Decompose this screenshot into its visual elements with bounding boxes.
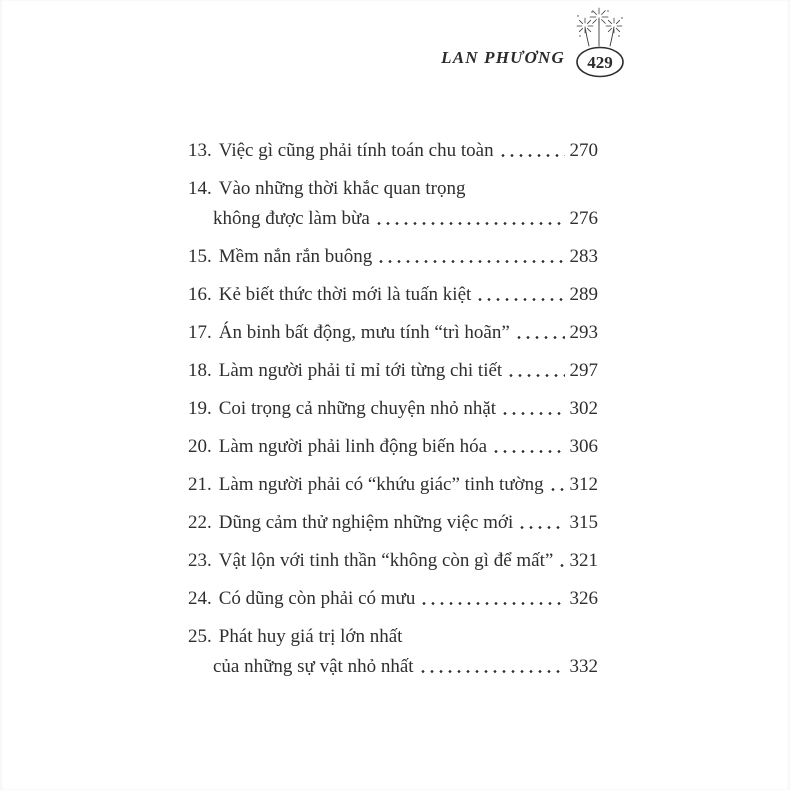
entry-page-number: 297	[569, 360, 598, 381]
entry-number: 16.	[188, 284, 212, 305]
dot-leader	[422, 601, 564, 606]
toc-entry-continuation-line	[188, 208, 598, 230]
entry-page-number: 326	[569, 588, 598, 609]
toc-entry-line	[188, 474, 598, 496]
entry-title: Dũng cảm thử nghiệm những việc mới	[218, 512, 514, 533]
entry-title: Vật lộn với tinh thần “không còn gì để mất”	[218, 550, 554, 571]
entry-title: không được làm bừa	[213, 208, 370, 229]
toc-entry-continuation-line	[188, 656, 598, 678]
dot-leader	[517, 335, 565, 340]
toc-entry-line	[188, 550, 598, 572]
dot-leader	[560, 563, 564, 568]
entry-number: 24.	[188, 588, 212, 609]
entry-number: 21.	[188, 474, 212, 495]
toc-entry-line	[188, 588, 598, 610]
toc-entry	[188, 398, 598, 420]
dot-leader	[494, 449, 564, 454]
entry-title: Án binh bất động, mưu tính “trì hoãn”	[218, 322, 510, 343]
entry-title: của những sự vật nhỏ nhất	[213, 656, 414, 677]
toc-entry-line	[188, 436, 598, 458]
toc-entry	[188, 322, 598, 344]
toc-entry	[188, 474, 598, 496]
toc-entry-line	[188, 284, 598, 306]
dot-leader	[421, 669, 565, 674]
dot-leader	[551, 487, 565, 492]
toc-entry-line	[188, 178, 598, 200]
author-name: LAN PHƯƠNG	[441, 48, 565, 67]
toc-list	[188, 140, 598, 694]
dot-leader	[509, 373, 564, 378]
toc-entry	[188, 626, 598, 678]
entry-page-number: 315	[569, 512, 598, 533]
toc-entry-line	[188, 322, 598, 344]
toc-entry	[188, 140, 598, 162]
entry-title: Làm người phải có “khứu giác” tinh tường	[218, 474, 544, 495]
entry-title: Phát huy giá trị lớn nhất	[218, 626, 403, 647]
dot-leader	[520, 525, 564, 530]
toc-entry	[188, 178, 598, 230]
entry-page-number: 276	[569, 208, 598, 229]
entry-title: Việc gì cũng phải tính toán chu toàn	[218, 140, 494, 161]
toc-entry-line	[188, 246, 598, 268]
entry-number: 13.	[188, 140, 212, 161]
toc-entry	[188, 284, 598, 306]
dot-leader	[478, 297, 564, 302]
toc-entry	[188, 436, 598, 458]
entry-title: Có dũng còn phải có mưu	[218, 588, 416, 609]
entry-page-number: 302	[569, 398, 598, 419]
entry-title: Làm người phải linh động biến hóa	[218, 436, 488, 457]
entry-page-number: 312	[569, 474, 598, 495]
entry-number: 25.	[188, 626, 212, 647]
entry-number: 17.	[188, 322, 212, 343]
toc-entry	[188, 512, 598, 534]
toc-entry-line	[188, 626, 598, 648]
page-badge-number: 429	[587, 53, 613, 72]
entry-number: 15.	[188, 246, 212, 267]
entry-page-number: 306	[569, 436, 598, 457]
toc-entry-line	[188, 140, 598, 162]
entry-number: 19.	[188, 398, 212, 419]
toc-entry	[188, 588, 598, 610]
dot-leader	[501, 153, 565, 158]
toc-entry-line	[188, 512, 598, 534]
entry-page-number: 283	[569, 246, 598, 267]
entry-title: Coi trọng cả những chuyện nhỏ nhặt	[218, 398, 497, 419]
entry-number: 18.	[188, 360, 212, 381]
dandelion-flowers-icon	[572, 6, 628, 80]
entry-page-number: 321	[569, 550, 598, 571]
entry-title: Vào những thời khắc quan trọng	[218, 178, 466, 199]
entry-title: Làm người phải tỉ mỉ tới từng chi tiết	[218, 360, 503, 381]
dot-leader	[377, 221, 565, 226]
toc-entry	[188, 360, 598, 382]
entry-page-number: 270	[569, 140, 598, 161]
entry-page-number: 293	[569, 322, 598, 343]
toc-entry-line	[188, 360, 598, 382]
toc-entry	[188, 550, 598, 572]
toc-entry	[188, 246, 598, 268]
entry-number: 20.	[188, 436, 212, 457]
entry-number: 22.	[188, 512, 212, 533]
entry-number: 14.	[188, 178, 212, 199]
dot-leader	[503, 411, 564, 416]
entry-page-number: 332	[569, 656, 598, 677]
entry-title: Mềm nắn rắn buông	[218, 246, 373, 267]
dot-leader	[379, 259, 564, 264]
entry-title: Kẻ biết thức thời mới là tuấn kiệt	[218, 284, 472, 305]
entry-number: 23.	[188, 550, 212, 571]
toc-entry-line	[188, 398, 598, 420]
entry-page-number: 289	[569, 284, 598, 305]
